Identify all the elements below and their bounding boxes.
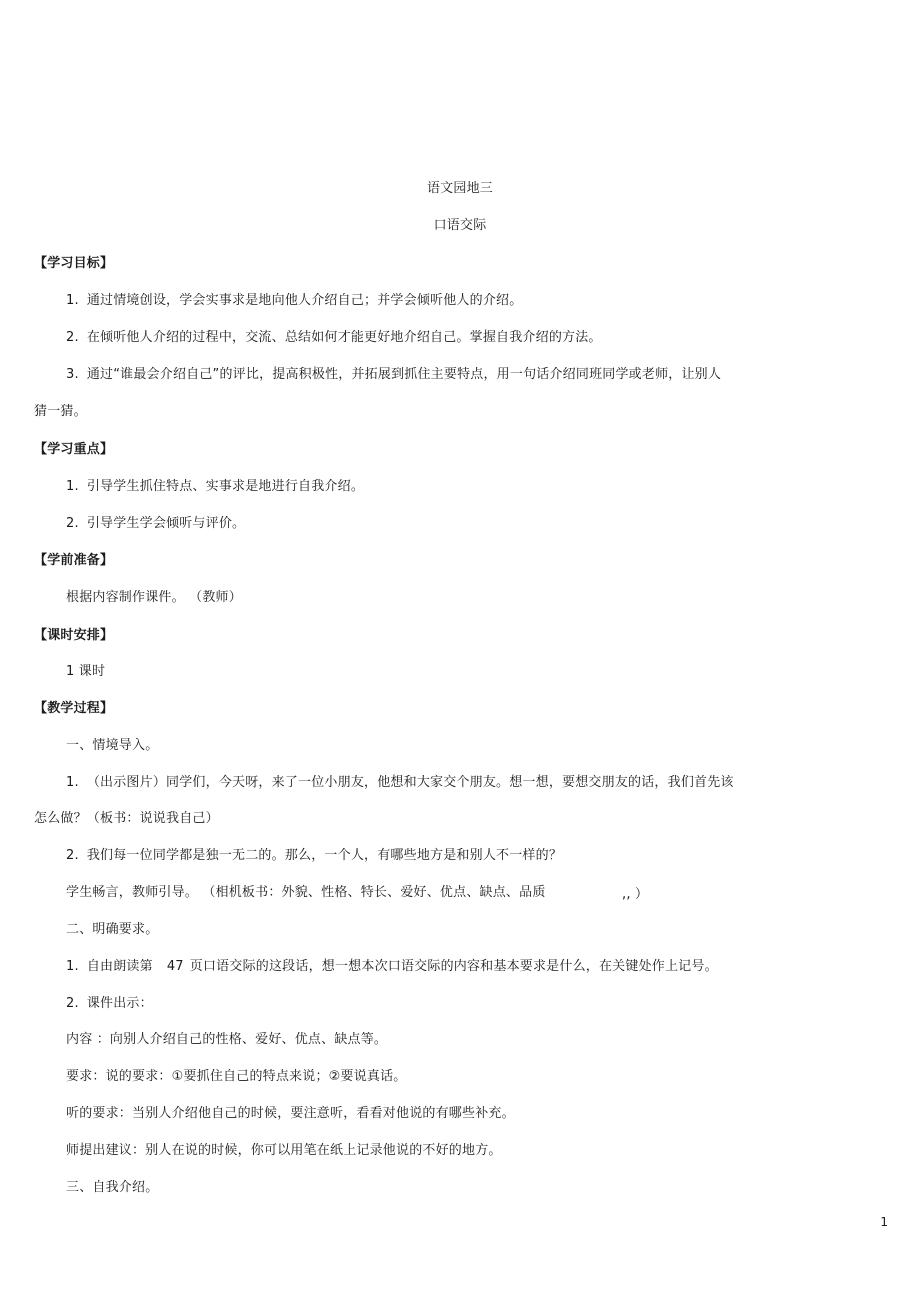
process-part1-item-1 [66,774,734,792]
focus-item-2-text: 引导学生学会倾听与评价。 [86,516,246,531]
document-title: 语文园地三 [426,181,493,196]
prep-text: 根据内容制作课件。 （教师） [66,590,242,605]
section-heading-schedule: 【课时安排】 [34,628,114,643]
goal-item-2-text: 在倾听他人介绍的过程中，交流、总结如何才能更好地介绍自己。掌握自我介绍的方法。 [86,330,602,345]
goal-item-3-text: 通过“谁最会介绍自己”的评比，提高积极性，并拓展到抓住主要特点，用一句话介绍同班同学或老师，让别人 [86,367,722,382]
focus-item-1 [66,478,364,496]
process-part2-item-1-text-a: 自由朗读第 [86,959,153,974]
goal-item-2-number: 2. [66,330,79,345]
process-part2-item-2-number: 2. [66,996,79,1011]
goal-item-3-continuation: 猜一猜。 [34,404,87,419]
process-part2-item-2-text: 课件出示： [86,996,153,1011]
process-part1-item-1-number: 1. [66,775,79,790]
process-part2-item-1-page: 47 [166,959,184,974]
section-heading-process: 【教学过程】 [34,701,114,716]
goal-item-1 [66,292,522,310]
section-heading-prep: 【学前准备】 [34,553,114,568]
process-part1-note: 学生畅言，教师引导。 （相机板书：外貌、性格、特长、爱好、优点、缺点、品质 [66,885,546,900]
goal-item-1-text: 通过情境创设，学会实事求是地向他人介绍自己；并学会倾听他人的介绍。 [86,293,523,308]
page-number: 1 [880,1215,888,1229]
goal-item-3 [66,366,721,384]
process-part2-item-2 [66,995,153,1013]
focus-item-1-number: 1. [66,479,79,494]
process-part2-content: 内容 ：向别人介绍自己的性格、爱好、优点、缺点等。 [66,1032,388,1047]
process-part1-item-1-continuation: 怎么做？（板书：说说我自己） [34,811,219,826]
process-part2-suggestion: 师提出建议：别人在说的时候，你可以用笔在纸上记录他说的不好的地方。 [66,1143,502,1158]
process-part1-title: 一、情境导入。 [66,738,159,753]
section-heading-goals: 【学习目标】 [34,256,114,271]
process-part1-note-tail: ,, ） [622,887,649,902]
process-part2-item-1-number: 1. [66,959,79,974]
goal-item-3-number: 3. [66,367,79,382]
goal-item-1-number: 1. [66,293,79,308]
document-subtitle: 口语交际 [433,218,487,233]
focus-item-1-text: 引导学生抓住特点、实事求是地进行自我介绍。 [86,479,365,494]
focus-item-2-number: 2. [66,516,79,531]
section-heading-focus: 【学习重点】 [34,442,114,457]
process-part3-title: 三、自我介绍。 [66,1180,159,1195]
schedule-text: 1 课时 [66,664,106,679]
process-part1-item-2-text: 我们每一位同学都是独一无二的。那么，一个人，有哪些地方是和别人不一样的？ [86,848,563,863]
process-part1-item-1-text: （出示图片）同学们，今天呀，来了一位小朋友，他想和大家交个朋友。想一想，要想交朋友的话，我们首先该 [86,775,734,790]
process-part1-item-2-number: 2. [66,848,79,863]
process-part2-title: 二、明确要求。 [66,922,159,937]
process-part1-item-2 [66,847,562,865]
goal-item-2 [66,329,602,347]
focus-item-2 [66,515,245,533]
process-part2-item-1 [66,958,718,976]
process-part2-listen-requirement: 听的要求：当别人介绍他自己的时候，要注意听，看看对他说的有哪些补充。 [66,1106,515,1121]
process-part2-item-1-text-b: 页口语交际的这段话，想一想本次口语交际的内容和基本要求是什么，在关键处作上记号。 [189,959,718,974]
process-part2-speak-requirement: 要求：说的要求：①要抓住自己的特点来说；②要说真话。 [66,1069,407,1084]
